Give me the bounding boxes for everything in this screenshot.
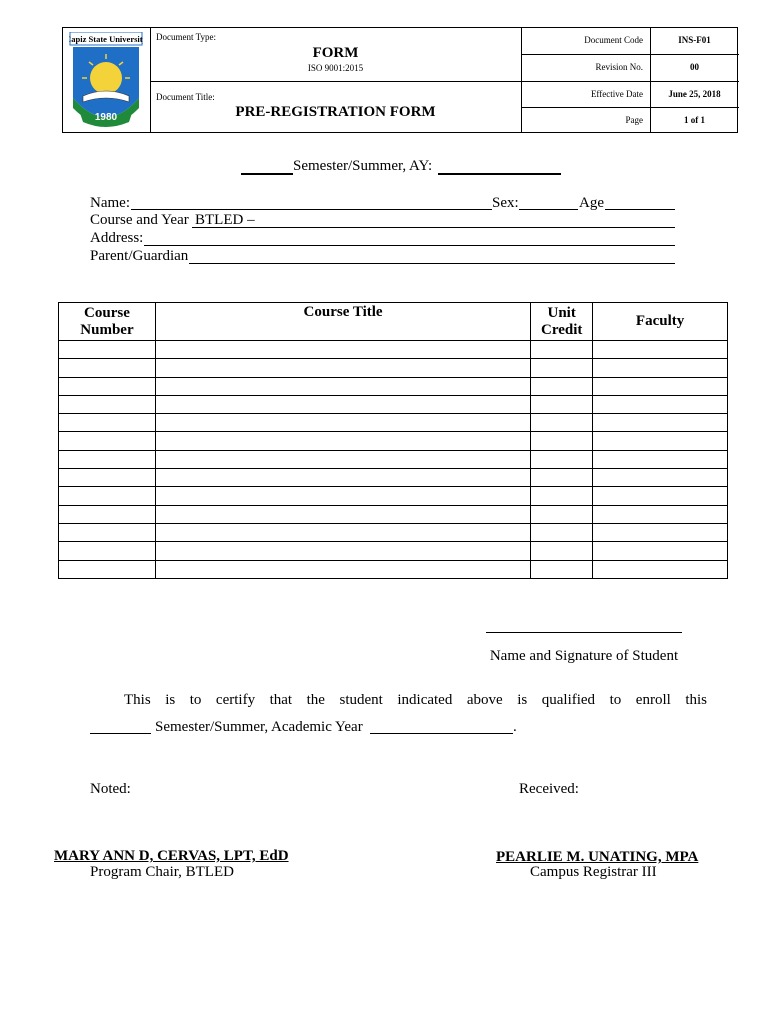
signatory-program-chair-name: MARY ANN D, CERVAS, LPT, EdD	[54, 848, 289, 864]
course-number-cell[interactable]	[59, 487, 156, 505]
doc-title-label: Document Title:	[156, 92, 215, 102]
course-row	[59, 523, 728, 541]
guardian-field[interactable]	[189, 263, 675, 264]
university-seal-logo	[69, 32, 143, 128]
meta-value-page: 1 of 1	[684, 115, 705, 125]
course-year-field[interactable]	[192, 227, 675, 228]
course-row	[59, 414, 728, 432]
course-row	[59, 505, 728, 523]
course-number-cell[interactable]	[59, 414, 156, 432]
course-number-cell[interactable]	[59, 359, 156, 377]
certify-semester-blank[interactable]	[90, 733, 151, 734]
doc-title: PRE-REGISTRATION FORM	[235, 104, 436, 120]
unit-credit-cell[interactable]	[531, 505, 593, 523]
course-number-cell[interactable]	[59, 432, 156, 450]
faculty-cell[interactable]	[593, 359, 728, 377]
unit-credit-cell[interactable]	[531, 560, 593, 578]
meta-label-effective-date: Effective Date	[590, 89, 643, 99]
course-row	[59, 395, 728, 413]
faculty-cell[interactable]	[593, 542, 728, 560]
unit-credit-cell[interactable]	[531, 432, 593, 450]
unit-credit-cell[interactable]	[531, 469, 593, 487]
course-title-cell[interactable]	[155, 359, 530, 377]
unit-credit-cell[interactable]	[531, 414, 593, 432]
faculty-cell[interactable]	[593, 487, 728, 505]
course-number-cell[interactable]	[59, 542, 156, 560]
course-year-label: Course and Year	[90, 212, 189, 228]
student-signature-line[interactable]	[486, 632, 682, 633]
faculty-cell[interactable]	[593, 523, 728, 541]
course-row	[59, 359, 728, 377]
courses-table	[58, 302, 728, 579]
certify-academic-year-blank[interactable]	[370, 733, 513, 734]
age-label: Age	[579, 195, 604, 211]
age-field[interactable]	[605, 209, 675, 210]
col-faculty: Faculty	[593, 303, 728, 341]
name-field[interactable]	[131, 209, 492, 210]
faculty-cell[interactable]	[593, 341, 728, 359]
course-number-cell[interactable]	[59, 341, 156, 359]
iso-standard: ISO 9001:2015	[307, 63, 364, 73]
courses-header-row	[59, 303, 728, 341]
address-label: Address:	[90, 230, 144, 246]
faculty-cell[interactable]	[593, 450, 728, 468]
course-title-cell[interactable]	[155, 505, 530, 523]
course-number-cell[interactable]	[59, 377, 156, 395]
seal-year: 1980	[94, 112, 118, 123]
course-title-cell[interactable]	[155, 377, 530, 395]
faculty-cell[interactable]	[593, 432, 728, 450]
course-title-cell[interactable]	[155, 414, 530, 432]
course-row	[59, 560, 728, 578]
course-row	[59, 542, 728, 560]
col-course-title: Course Title	[155, 303, 530, 341]
meta-label-document-code: Document Code	[584, 35, 643, 45]
meta-value-document-code: INS-F01	[678, 35, 711, 45]
course-row	[59, 432, 728, 450]
unit-credit-cell[interactable]	[531, 523, 593, 541]
noted-label: Noted:	[90, 781, 131, 797]
col-course-number: Course Number	[59, 303, 156, 341]
name-label: Name:	[90, 195, 130, 211]
course-row	[59, 487, 728, 505]
col-unit-credit: Unit Credit	[531, 303, 593, 341]
certify-line-1: This is to certify that the student indicated above is qualified to enroll this	[124, 692, 707, 708]
semester-blank[interactable]	[241, 173, 293, 175]
course-title-cell[interactable]	[155, 450, 530, 468]
course-number-cell[interactable]	[59, 523, 156, 541]
sex-label: Sex:	[492, 195, 519, 211]
meta-label-page: Page	[625, 115, 643, 125]
faculty-cell[interactable]	[593, 377, 728, 395]
course-number-cell[interactable]	[59, 395, 156, 413]
unit-credit-cell[interactable]	[531, 359, 593, 377]
course-year-value: BTLED –	[195, 212, 255, 228]
certify-period: .	[513, 719, 517, 735]
guardian-label: Parent/Guardian	[90, 248, 189, 264]
course-title-cell[interactable]	[155, 487, 530, 505]
signatory-program-chair-title: Program Chair, BTLED	[90, 864, 234, 880]
course-row	[59, 377, 728, 395]
faculty-cell[interactable]	[593, 414, 728, 432]
academic-year-blank[interactable]	[438, 173, 561, 175]
doc-type: FORM	[312, 45, 359, 61]
course-number-cell[interactable]	[59, 505, 156, 523]
certify-line-2: Semester/Summer, Academic Year	[155, 719, 363, 735]
received-label: Received:	[519, 781, 579, 797]
meta-value-revision: 00	[690, 62, 699, 72]
meta-value-effective-date: June 25, 2018	[668, 89, 721, 99]
course-title-cell[interactable]	[155, 341, 530, 359]
signatory-registrar-name: PEARLIE M. UNATING, MPA	[496, 849, 699, 865]
course-title-cell[interactable]	[155, 469, 530, 487]
course-title-cell[interactable]	[155, 523, 530, 541]
course-row	[59, 469, 728, 487]
course-number-cell[interactable]	[59, 560, 156, 578]
course-number-cell[interactable]	[59, 450, 156, 468]
course-title-cell[interactable]	[155, 395, 530, 413]
signatory-registrar-title: Campus Registrar III	[530, 864, 657, 880]
semester-label: Semester/Summer, AY:	[293, 158, 433, 174]
doc-type-label: Document Type:	[156, 32, 216, 42]
unit-credit-cell[interactable]	[531, 341, 593, 359]
document-header	[62, 27, 738, 133]
unit-credit-cell[interactable]	[531, 450, 593, 468]
course-row	[59, 341, 728, 359]
course-title-cell[interactable]	[155, 542, 530, 560]
address-field[interactable]	[144, 245, 675, 246]
course-row	[59, 450, 728, 468]
unit-credit-cell[interactable]	[531, 487, 593, 505]
meta-label-revision: Revision No.	[595, 62, 643, 72]
course-title-cell[interactable]	[155, 560, 530, 578]
faculty-cell[interactable]	[593, 560, 728, 578]
seal-university-name: Capiz State University	[69, 34, 143, 44]
unit-credit-cell[interactable]	[531, 542, 593, 560]
course-title-cell[interactable]	[155, 432, 530, 450]
student-signature-caption: Name and Signature of Student	[489, 648, 679, 664]
unit-credit-cell[interactable]	[531, 377, 593, 395]
course-number-cell[interactable]	[59, 469, 156, 487]
faculty-cell[interactable]	[593, 469, 728, 487]
faculty-cell[interactable]	[593, 395, 728, 413]
faculty-cell[interactable]	[593, 505, 728, 523]
unit-credit-cell[interactable]	[531, 395, 593, 413]
sex-field[interactable]	[519, 209, 578, 210]
